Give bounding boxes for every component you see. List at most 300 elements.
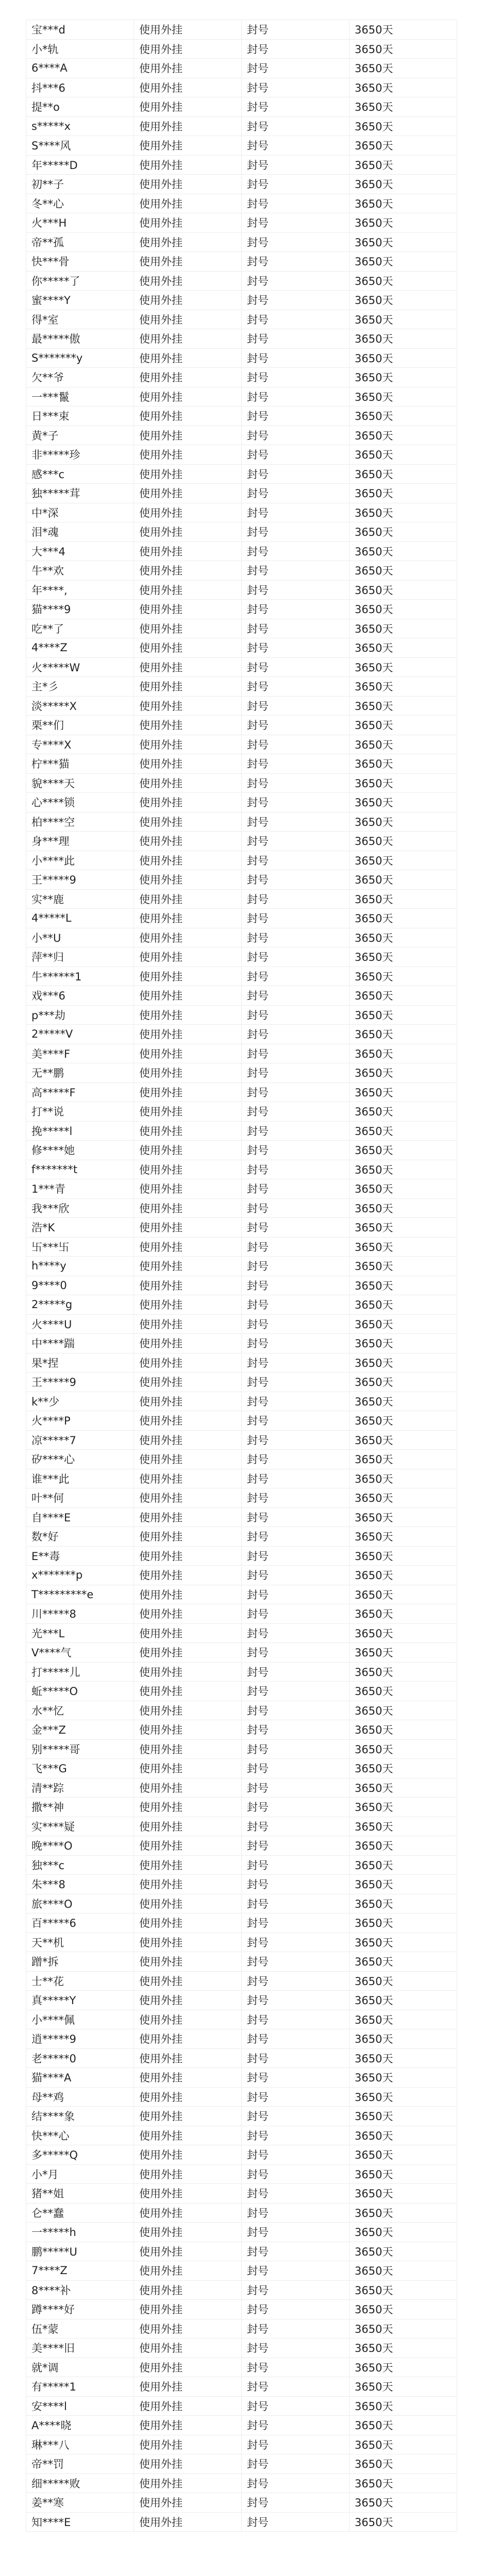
penalty-cell: 封号 bbox=[242, 1005, 349, 1025]
duration-cell: 3650天 bbox=[349, 1585, 457, 1604]
table-row bbox=[26, 2203, 457, 2223]
duration-cell: 3650天 bbox=[349, 2164, 457, 2184]
table-row bbox=[26, 1527, 457, 1547]
table-row bbox=[26, 619, 457, 638]
penalty-cell: 封号 bbox=[242, 967, 349, 986]
table-row bbox=[26, 1102, 457, 1122]
penalty-cell: 封号 bbox=[242, 2493, 349, 2513]
duration-cell: 3650天 bbox=[349, 155, 457, 175]
player-name-cell: 6****A bbox=[26, 59, 134, 78]
ban-list-sheet bbox=[26, 20, 457, 2532]
duration-cell: 3650天 bbox=[349, 1739, 457, 1759]
player-name-cell: S*******y bbox=[26, 348, 134, 368]
duration-cell: 3650天 bbox=[349, 291, 457, 310]
penalty-cell: 封号 bbox=[242, 1546, 349, 1566]
duration-cell: 3650天 bbox=[349, 2223, 457, 2242]
penalty-cell: 封号 bbox=[242, 1662, 349, 1682]
table-row bbox=[26, 387, 457, 406]
violation-cell: 使用外挂 bbox=[134, 1314, 242, 1334]
player-name-cell: 宝***d bbox=[26, 20, 134, 40]
table-row bbox=[26, 1933, 457, 1952]
player-name-cell: 4****Z bbox=[26, 638, 134, 658]
violation-cell: 使用外挂 bbox=[134, 1082, 242, 1102]
violation-cell: 使用外挂 bbox=[134, 213, 242, 233]
player-name-cell: 感***c bbox=[26, 464, 134, 484]
table-row bbox=[26, 657, 457, 677]
table-row bbox=[26, 503, 457, 522]
table-row bbox=[26, 2164, 457, 2184]
penalty-cell: 封号 bbox=[242, 1469, 349, 1488]
duration-cell: 3650天 bbox=[349, 1643, 457, 1663]
player-name-cell: 浩*K bbox=[26, 1218, 134, 1238]
duration-cell: 3650天 bbox=[349, 947, 457, 967]
table-row bbox=[26, 1334, 457, 1353]
violation-cell: 使用外挂 bbox=[134, 716, 242, 735]
violation-cell: 使用外挂 bbox=[134, 2435, 242, 2454]
player-name-cell: 凉*****7 bbox=[26, 1430, 134, 1450]
duration-cell: 3650天 bbox=[349, 1334, 457, 1353]
player-name-cell: 欠**爷 bbox=[26, 368, 134, 387]
violation-cell: 使用外挂 bbox=[134, 2126, 242, 2145]
table-row bbox=[26, 696, 457, 716]
duration-cell: 3650天 bbox=[349, 2377, 457, 2397]
player-name-cell: x*******p bbox=[26, 1566, 134, 1585]
penalty-cell: 封号 bbox=[242, 1778, 349, 1798]
violation-cell: 使用外挂 bbox=[134, 947, 242, 967]
player-name-cell: A****晓 bbox=[26, 2416, 134, 2435]
table-row bbox=[26, 889, 457, 909]
duration-cell: 3650天 bbox=[349, 348, 457, 368]
duration-cell: 3650天 bbox=[349, 1469, 457, 1488]
player-name-cell: 冬**心 bbox=[26, 194, 134, 213]
penalty-cell: 封号 bbox=[242, 1507, 349, 1527]
player-name-cell: 泪*魂 bbox=[26, 522, 134, 542]
duration-cell: 3650天 bbox=[349, 426, 457, 445]
penalty-cell: 封号 bbox=[242, 2087, 349, 2107]
table-row bbox=[26, 986, 457, 1006]
penalty-cell: 封号 bbox=[242, 445, 349, 465]
player-name-cell: 日***束 bbox=[26, 406, 134, 426]
player-name-cell: 百*****6 bbox=[26, 1913, 134, 1933]
violation-cell: 使用外挂 bbox=[134, 1102, 242, 1122]
duration-cell: 3650天 bbox=[349, 1082, 457, 1102]
player-name-cell: 心****锁 bbox=[26, 793, 134, 812]
violation-cell: 使用外挂 bbox=[134, 909, 242, 928]
penalty-cell: 封号 bbox=[242, 2338, 349, 2358]
table-row bbox=[26, 735, 457, 754]
table-row bbox=[26, 2048, 457, 2068]
violation-cell: 使用外挂 bbox=[134, 2377, 242, 2397]
violation-cell: 使用外挂 bbox=[134, 1179, 242, 1199]
penalty-cell: 封号 bbox=[242, 116, 349, 136]
violation-cell: 使用外挂 bbox=[134, 175, 242, 194]
table-row bbox=[26, 1469, 457, 1488]
player-name-cell: 牛******1 bbox=[26, 967, 134, 986]
penalty-cell: 封号 bbox=[242, 2280, 349, 2300]
violation-cell: 使用外挂 bbox=[134, 677, 242, 697]
violation-cell: 使用外挂 bbox=[134, 2048, 242, 2068]
player-name-cell: 黄*子 bbox=[26, 426, 134, 445]
duration-cell: 3650天 bbox=[349, 2416, 457, 2435]
violation-cell: 使用外挂 bbox=[134, 928, 242, 947]
table-row bbox=[26, 2087, 457, 2107]
player-name-cell: 一***鬣 bbox=[26, 387, 134, 406]
violation-cell: 使用外挂 bbox=[134, 2473, 242, 2493]
duration-cell: 3650天 bbox=[349, 1102, 457, 1122]
penalty-cell: 封号 bbox=[242, 1855, 349, 1875]
penalty-cell: 封号 bbox=[242, 832, 349, 851]
penalty-cell: 封号 bbox=[242, 2319, 349, 2338]
penalty-cell: 封号 bbox=[242, 2010, 349, 2029]
penalty-cell: 封号 bbox=[242, 2377, 349, 2397]
table-row bbox=[26, 20, 457, 40]
duration-cell: 3650天 bbox=[349, 2184, 457, 2204]
table-row bbox=[26, 1121, 457, 1141]
table-row bbox=[26, 1430, 457, 1450]
duration-cell: 3650天 bbox=[349, 1063, 457, 1083]
duration-cell: 3650天 bbox=[349, 445, 457, 465]
penalty-cell: 封号 bbox=[242, 1450, 349, 1469]
violation-cell: 使用外挂 bbox=[134, 2029, 242, 2049]
violation-cell: 使用外挂 bbox=[134, 1392, 242, 1411]
table-row bbox=[26, 1971, 457, 1991]
violation-cell: 使用外挂 bbox=[134, 1276, 242, 1295]
table-row bbox=[26, 2396, 457, 2416]
duration-cell: 3650天 bbox=[349, 271, 457, 291]
violation-cell: 使用外挂 bbox=[134, 1411, 242, 1431]
table-row bbox=[26, 1044, 457, 1063]
violation-cell: 使用外挂 bbox=[134, 1430, 242, 1450]
player-name-cell: 真*****Y bbox=[26, 1991, 134, 2010]
penalty-cell: 封号 bbox=[242, 1276, 349, 1295]
violation-cell: 使用外挂 bbox=[134, 754, 242, 774]
player-name-cell: 快***骨 bbox=[26, 252, 134, 272]
penalty-cell: 封号 bbox=[242, 1082, 349, 1102]
penalty-cell: 封号 bbox=[242, 1894, 349, 1913]
duration-cell: 3650天 bbox=[349, 1566, 457, 1585]
table-row bbox=[26, 1836, 457, 1856]
player-name-cell: T*********e bbox=[26, 1585, 134, 1604]
penalty-cell: 封号 bbox=[242, 97, 349, 117]
table-row bbox=[26, 445, 457, 465]
duration-cell: 3650天 bbox=[349, 1778, 457, 1798]
player-name-cell: 数*好 bbox=[26, 1527, 134, 1547]
player-name-cell: p***劫 bbox=[26, 1005, 134, 1025]
player-name-cell: 挽*****l bbox=[26, 1121, 134, 1141]
penalty-cell: 封号 bbox=[242, 600, 349, 619]
duration-cell: 3650天 bbox=[349, 1720, 457, 1740]
duration-cell: 3650天 bbox=[349, 1546, 457, 1566]
violation-cell: 使用外挂 bbox=[134, 986, 242, 1006]
penalty-cell: 封号 bbox=[242, 2416, 349, 2435]
duration-cell: 3650天 bbox=[349, 368, 457, 387]
duration-cell: 3650天 bbox=[349, 580, 457, 600]
penalty-cell: 封号 bbox=[242, 2261, 349, 2281]
table-row bbox=[26, 1488, 457, 1508]
table-row bbox=[26, 832, 457, 851]
table-row bbox=[26, 2107, 457, 2126]
player-name-cell: 萍**归 bbox=[26, 947, 134, 967]
duration-cell: 3650天 bbox=[349, 1450, 457, 1469]
violation-cell: 使用外挂 bbox=[134, 97, 242, 117]
table-row bbox=[26, 291, 457, 310]
table-row bbox=[26, 1855, 457, 1875]
violation-cell: 使用外挂 bbox=[134, 870, 242, 890]
penalty-cell: 封号 bbox=[242, 39, 349, 59]
violation-cell: 使用外挂 bbox=[134, 1701, 242, 1720]
penalty-cell: 封号 bbox=[242, 368, 349, 387]
penalty-cell: 封号 bbox=[242, 1102, 349, 1122]
duration-cell: 3650天 bbox=[349, 1025, 457, 1044]
player-name-cell: 2*****V bbox=[26, 1025, 134, 1044]
penalty-cell: 封号 bbox=[242, 1044, 349, 1063]
table-row bbox=[26, 1218, 457, 1238]
violation-cell: 使用外挂 bbox=[134, 1488, 242, 1508]
player-name-cell: 火***H bbox=[26, 213, 134, 233]
violation-cell: 使用外挂 bbox=[134, 967, 242, 986]
violation-cell: 使用外挂 bbox=[134, 1218, 242, 1238]
duration-cell: 3650天 bbox=[349, 1507, 457, 1527]
table-row bbox=[26, 967, 457, 986]
violation-cell: 使用外挂 bbox=[134, 2203, 242, 2223]
table-row bbox=[26, 2242, 457, 2261]
player-name-cell: 4*****L bbox=[26, 909, 134, 928]
table-row bbox=[26, 310, 457, 329]
duration-cell: 3650天 bbox=[349, 1623, 457, 1643]
duration-cell: 3650天 bbox=[349, 2338, 457, 2358]
player-name-cell: 王*****9 bbox=[26, 1372, 134, 1392]
duration-cell: 3650天 bbox=[349, 2473, 457, 2493]
violation-cell: 使用外挂 bbox=[134, 1469, 242, 1488]
penalty-cell: 封号 bbox=[242, 2203, 349, 2223]
player-name-cell: 主*彡 bbox=[26, 677, 134, 697]
duration-cell: 3650天 bbox=[349, 851, 457, 870]
table-row bbox=[26, 851, 457, 870]
violation-cell: 使用外挂 bbox=[134, 155, 242, 175]
table-row bbox=[26, 1682, 457, 1701]
penalty-cell: 封号 bbox=[242, 232, 349, 252]
duration-cell: 3650天 bbox=[349, 1005, 457, 1025]
penalty-cell: 封号 bbox=[242, 735, 349, 754]
violation-cell: 使用外挂 bbox=[134, 2493, 242, 2513]
duration-cell: 3650天 bbox=[349, 39, 457, 59]
duration-cell: 3650天 bbox=[349, 1179, 457, 1199]
penalty-cell: 封号 bbox=[242, 1643, 349, 1663]
player-name-cell: 飞***G bbox=[26, 1759, 134, 1778]
violation-cell: 使用外挂 bbox=[134, 1720, 242, 1740]
table-row bbox=[26, 1353, 457, 1372]
duration-cell: 3650天 bbox=[349, 986, 457, 1006]
player-name-cell: 牛**欢 bbox=[26, 561, 134, 581]
table-row bbox=[26, 1623, 457, 1643]
player-name-cell: f*******t bbox=[26, 1160, 134, 1179]
duration-cell: 3650天 bbox=[349, 1604, 457, 1624]
player-name-cell: 帝**孤 bbox=[26, 232, 134, 252]
duration-cell: 3650天 bbox=[349, 78, 457, 97]
penalty-cell: 封号 bbox=[242, 619, 349, 638]
duration-cell: 3650天 bbox=[349, 1527, 457, 1547]
penalty-cell: 封号 bbox=[242, 2029, 349, 2049]
table-row bbox=[26, 522, 457, 542]
violation-cell: 使用外挂 bbox=[134, 2068, 242, 2088]
table-row bbox=[26, 1546, 457, 1566]
violation-cell: 使用外挂 bbox=[134, 1005, 242, 1025]
player-name-cell: 1***青 bbox=[26, 1179, 134, 1199]
player-name-cell: s*****x bbox=[26, 116, 134, 136]
table-row bbox=[26, 2010, 457, 2029]
player-name-cell: 晚****O bbox=[26, 1836, 134, 1856]
violation-cell: 使用外挂 bbox=[134, 291, 242, 310]
player-name-cell: 姜**寒 bbox=[26, 2493, 134, 2513]
duration-cell: 3650天 bbox=[349, 2010, 457, 2029]
penalty-cell: 封号 bbox=[242, 1991, 349, 2010]
table-row bbox=[26, 484, 457, 503]
penalty-cell: 封号 bbox=[242, 1720, 349, 1740]
penalty-cell: 封号 bbox=[242, 1913, 349, 1933]
player-name-cell: 母**鸡 bbox=[26, 2087, 134, 2107]
player-name-cell: 无**鹏 bbox=[26, 1063, 134, 1083]
penalty-cell: 封号 bbox=[242, 2300, 349, 2319]
penalty-cell: 封号 bbox=[242, 2358, 349, 2377]
penalty-cell: 封号 bbox=[242, 1295, 349, 1315]
penalty-cell: 封号 bbox=[242, 426, 349, 445]
violation-cell: 使用外挂 bbox=[134, 773, 242, 793]
table-row bbox=[26, 1450, 457, 1469]
violation-cell: 使用外挂 bbox=[134, 1643, 242, 1663]
table-row bbox=[26, 1082, 457, 1102]
violation-cell: 使用外挂 bbox=[134, 1682, 242, 1701]
duration-cell: 3650天 bbox=[349, 541, 457, 561]
violation-cell: 使用外挂 bbox=[134, 2416, 242, 2435]
duration-cell: 3650天 bbox=[349, 1372, 457, 1392]
duration-cell: 3650天 bbox=[349, 2358, 457, 2377]
player-name-cell: 年*****D bbox=[26, 155, 134, 175]
duration-cell: 3650天 bbox=[349, 870, 457, 890]
table-row bbox=[26, 1604, 457, 1624]
table-row bbox=[26, 1913, 457, 1933]
player-name-cell: 王*****9 bbox=[26, 870, 134, 890]
table-row bbox=[26, 1257, 457, 1276]
player-name-cell: h****y bbox=[26, 1257, 134, 1276]
penalty-cell: 封号 bbox=[242, 59, 349, 78]
player-name-cell: 结****象 bbox=[26, 2107, 134, 2126]
violation-cell: 使用外挂 bbox=[134, 271, 242, 291]
table-row bbox=[26, 2416, 457, 2435]
violation-cell: 使用外挂 bbox=[134, 561, 242, 581]
violation-cell: 使用外挂 bbox=[134, 310, 242, 329]
violation-cell: 使用外挂 bbox=[134, 39, 242, 59]
penalty-cell: 封号 bbox=[242, 271, 349, 291]
table-row bbox=[26, 175, 457, 194]
player-name-cell: 川*****8 bbox=[26, 1604, 134, 1624]
duration-cell: 3650天 bbox=[349, 1952, 457, 1972]
duration-cell: 3650天 bbox=[349, 2145, 457, 2165]
duration-cell: 3650天 bbox=[349, 20, 457, 40]
duration-cell: 3650天 bbox=[349, 194, 457, 213]
penalty-cell: 封号 bbox=[242, 1372, 349, 1392]
player-name-cell: 淡*****X bbox=[26, 696, 134, 716]
duration-cell: 3650天 bbox=[349, 1759, 457, 1778]
player-name-cell: 柏****空 bbox=[26, 812, 134, 832]
penalty-cell: 封号 bbox=[242, 2145, 349, 2165]
violation-cell: 使用外挂 bbox=[134, 1160, 242, 1179]
player-name-cell: 独***c bbox=[26, 1855, 134, 1875]
penalty-cell: 封号 bbox=[242, 1314, 349, 1334]
duration-cell: 3650天 bbox=[349, 1257, 457, 1276]
penalty-cell: 封号 bbox=[242, 2473, 349, 2493]
table-row bbox=[26, 1314, 457, 1334]
table-row bbox=[26, 426, 457, 445]
violation-cell: 使用外挂 bbox=[134, 1798, 242, 1817]
table-row bbox=[26, 2223, 457, 2242]
duration-cell: 3650天 bbox=[349, 619, 457, 638]
duration-cell: 3650天 bbox=[349, 1682, 457, 1701]
table-row bbox=[26, 1662, 457, 1682]
player-name-cell: 撒**神 bbox=[26, 1798, 134, 1817]
player-name-cell: 谁***此 bbox=[26, 1469, 134, 1488]
penalty-cell: 封号 bbox=[242, 2048, 349, 2068]
violation-cell: 使用外挂 bbox=[134, 1933, 242, 1952]
violation-cell: 使用外挂 bbox=[134, 2358, 242, 2377]
player-name-cell: 中****踹 bbox=[26, 1334, 134, 1353]
duration-cell: 3650天 bbox=[349, 773, 457, 793]
table-row bbox=[26, 638, 457, 658]
violation-cell: 使用外挂 bbox=[134, 1507, 242, 1527]
penalty-cell: 封号 bbox=[242, 2435, 349, 2454]
violation-cell: 使用外挂 bbox=[134, 2396, 242, 2416]
violation-cell: 使用外挂 bbox=[134, 348, 242, 368]
penalty-cell: 封号 bbox=[242, 561, 349, 581]
violation-cell: 使用外挂 bbox=[134, 619, 242, 638]
table-row bbox=[26, 1817, 457, 1836]
duration-cell: 3650天 bbox=[349, 484, 457, 503]
penalty-cell: 封号 bbox=[242, 812, 349, 832]
penalty-cell: 封号 bbox=[242, 2396, 349, 2416]
player-name-cell: 猪**姐 bbox=[26, 2184, 134, 2204]
duration-cell: 3650天 bbox=[349, 1836, 457, 1856]
violation-cell: 使用外挂 bbox=[134, 1450, 242, 1469]
duration-cell: 3650天 bbox=[349, 1276, 457, 1295]
player-name-cell: 2*****g bbox=[26, 1295, 134, 1315]
violation-cell: 使用外挂 bbox=[134, 522, 242, 542]
duration-cell: 3650天 bbox=[349, 1121, 457, 1141]
player-name-cell: 仑**蠢 bbox=[26, 2203, 134, 2223]
penalty-cell: 封号 bbox=[242, 1604, 349, 1624]
player-name-cell: 小****佩 bbox=[26, 2010, 134, 2029]
table-row bbox=[26, 561, 457, 581]
table-row bbox=[26, 116, 457, 136]
player-name-cell: 火****P bbox=[26, 1411, 134, 1431]
table-row bbox=[26, 1005, 457, 1025]
violation-cell: 使用外挂 bbox=[134, 580, 242, 600]
violation-cell: 使用外挂 bbox=[134, 657, 242, 677]
violation-cell: 使用外挂 bbox=[134, 59, 242, 78]
table-row bbox=[26, 812, 457, 832]
player-name-cell: 吃**了 bbox=[26, 619, 134, 638]
player-name-cell: 蚯*****O bbox=[26, 1682, 134, 1701]
table-row bbox=[26, 580, 457, 600]
violation-cell: 使用外挂 bbox=[134, 426, 242, 445]
violation-cell: 使用外挂 bbox=[134, 2087, 242, 2107]
table-row bbox=[26, 464, 457, 484]
table-row bbox=[26, 2029, 457, 2049]
violation-cell: 使用外挂 bbox=[134, 1778, 242, 1798]
violation-cell: 使用外挂 bbox=[134, 2223, 242, 2242]
penalty-cell: 封号 bbox=[242, 754, 349, 774]
player-name-cell: 猫****9 bbox=[26, 600, 134, 619]
penalty-cell: 封号 bbox=[242, 291, 349, 310]
violation-cell: 使用外挂 bbox=[134, 1991, 242, 2010]
